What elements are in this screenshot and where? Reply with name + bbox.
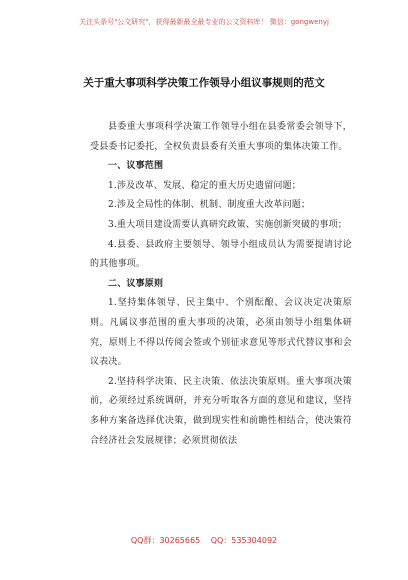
document-body <box>90 118 352 451</box>
document-title: 关于重大事项科学决策工作领导小组议事规则的范文 <box>83 77 325 89</box>
intro-paragraph: 县委重大事项科学决策工作领导小组在县委常委会领导下，受县委书记委托，全权负责县委有关重大事项的集体决策工作。 <box>90 122 352 152</box>
scope-item-4: 4.县委、县政府主要领导、领导小组成员认为需要提请讨论的其他事项。 <box>90 239 352 270</box>
section-heading-principles: 二、议事原则 <box>108 278 164 289</box>
principle-item-1: 1.坚持集体领导、民主集中、个别酝酿、会议决定决策原则。凡属议事范围的重大事项的决策，必须由领导小组集体研究，原则上不得以传阅会签或个别征求意见等形式代替议事和会议表决。 <box>90 298 352 368</box>
principle-item-2: 2.坚持科学决策、民主决策、依法决策原则。重大事项决策前，必须经过系统调研，并充分听取各方面的意见和建议，坚持多种方案备选择优决策，做到现实性和前瞻性相结合，使决策符合经济社会发展规律；必须贯彻依法 <box>90 376 352 446</box>
footer-qq-group: QQ群：30265665 <box>130 536 201 545</box>
scope-item-2: 2.涉及全局性的体制、机制、制度重大改革问题； <box>108 200 311 211</box>
scope-item-3: 3.重大项目建设需要认真研究政策、实施创新突破的事项； <box>108 219 347 230</box>
header-note: 关注头条号"公文研究"，获得最新最全最专业的公文资料库！ 微信：gongwenyj <box>79 18 329 26</box>
section-heading-scope: 一、议事范围 <box>108 161 164 172</box>
footer-qq-number: QQ：535304092 <box>210 536 278 545</box>
footer-contact <box>0 535 408 546</box>
scope-item-1: 1.涉及改革、发展、稳定的重大历史遗留问题； <box>108 180 301 191</box>
